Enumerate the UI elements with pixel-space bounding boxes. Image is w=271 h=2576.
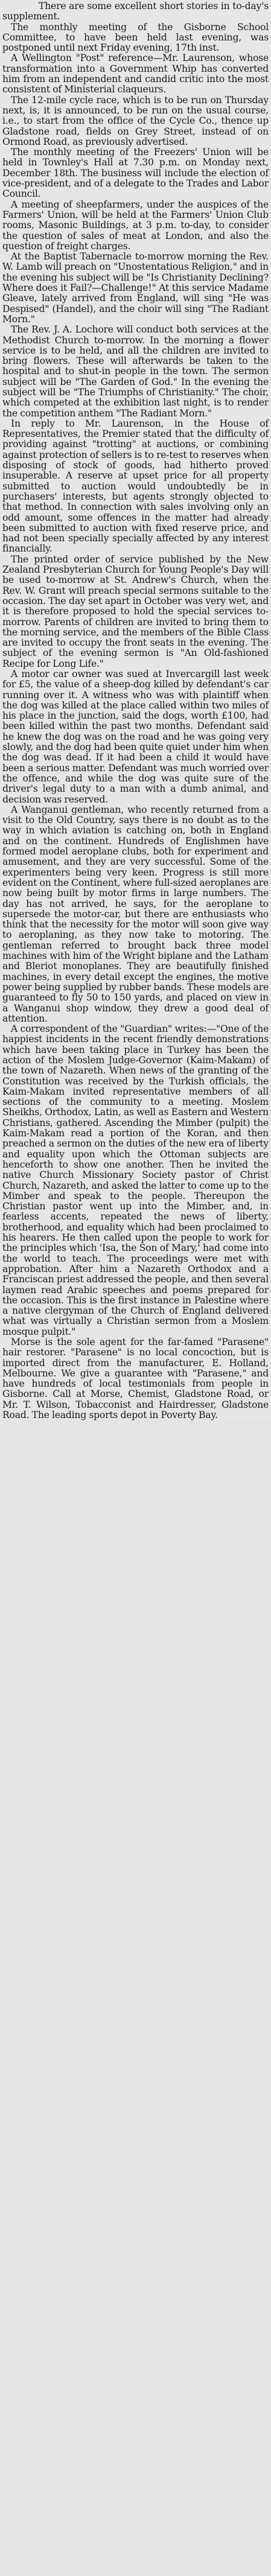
news-paragraph: The 12-mile cycle race, which is to be run on Thursday next, is, it is announced, to be run on the usual course, i.e., to start from the office of the Cycle Co., thence up Gladstone road, fields on Grey Street, instead of on Ormond Road, as previously advertised. — [2, 94, 269, 147]
news-paragraph: A motor car owner was sued at Invercargill last week for £5, the value of a sheep-dog killed by defendant's car running over it. A witness who was with plaintiff when the dog was killed at the place called within two miles of his place in the junction, said the dogs, worth £100, had been killed within the past two months. Defendant said he knew the dog was on the road and he was going very slowly, and the dog had been quite quiet under him when the dog was dead. If it had been a child it would have been a serious matter. Defendant was much worried over the offence, and while the dog was quite sure of the driver's legal duty to a man with a dumb animal, and decision was reserved. — [2, 669, 269, 805]
news-paragraph: A Wellington "Post" reference—Mr. Laurenson, whose transformation into a Government Whip has converted him from an independent and candid critic into the most consistent of Ministerial claqueurs. — [2, 52, 269, 95]
news-paragraph: The monthly meeting of the Freezers' Union will be held in Townley's Hall at 7.30 p.m. on Monday next, December 18th. The business will include the election of vice-president, and of a delegate to the Trades and Labor Council. — [2, 147, 269, 200]
news-paragraph: A meeting of sheepfarmers, under the auspices of the Farmers' Union, will be held at the Farmers' Union Club rooms, Masonic Buildings, at 3 p.m. to-day, to consider the question of sales of meat at London, and also the question of freight charges. — [2, 199, 269, 252]
news-paragraph: Morse is the sole agent for the far-famed "Parasene" hair restorer. "Parasene" is no local concoction, but is imported direct from the manufacturer, E. Holland, Melbourne. We give a guarantee with "Parasene," and have hundreds of local testimonials from people in Gisborne. Call at Morse, Chemist, Gladstone Road, or Mr. T. Wilson, Tobacconist and Hairdresser, Gladstone Road. The leading sports depot in Poverty Bay. — [2, 1337, 269, 1421]
news-paragraph: The monthly meeting of the Gisborne School Committee, to have been held last evening, was postponed until next Friday evening, 17th inst. — [2, 21, 269, 54]
news-paragraph: A Wanganui gentleman, who recently returned from a visit to the Old Country, says there is no doubt as to the way in which aviation is catching on, both in England and on the continent. Hundreds of Englishmen have formed model aeroplane clubs, both for experiment and amusement, and they are very successful. Some of the experimenters being very keen. Progress is still more evident on the Continent, where full-sized aeroplanes are now being built by motor firms in large numbers. The day has not arrived, he says, for the aeroplane to supersede the motor-car, but there are enthusiasts who think that the necessity for the motor will soon give way to aeroplaning, as they now take to motoring. The gentleman referred to brought back three model machines with him of the Wright biplane and the Latham and Bleriot monoplanes. They are beautifully finished machines, in every detail except the engines, the motive power being supplied by rubber bands. These models are guaranteed to fly 50 to 150 yards, and placed on view in a Wanganui shop window, they drew a good deal of attention. — [2, 804, 269, 1024]
news-paragraph: In reply to Mr. Laurenson, in the House of Representatives, the Premier stated that the difficulty of providing against "trotting" at auctions, or combining against protection of sellers is to re-test to reserves when disposing of stock of goods, had hitherto proved insuperable. A reserve at upset price for all property submitted to auction would undoubtedly be in purchasers' interests, but agents strongly objected to that method. In connection with sales involving only an odd amount, some offences in the matter had already been submitted to auction with fixed reserve price, and had not been specially specially affected by any interest financially. — [2, 418, 269, 555]
news-paragraph: The Rev. J. A. Lochore will conduct both services at the Methodist Church to-morrow. In the morning a flower service is to be held, and all the children are invited to bring flowers. These will afterwards be taken to the hospital and to shut-in people in the town. The sermon subject will be "The Garden of God." In the evening the subject will be "The Triumphs of Christianity." The choir, which competed at the exhibition last night, is to render the competition anthem "The Radiant Morn." — [2, 324, 269, 419]
news-paragraph: The printed order of service published by the New Zealand Presbyterian Church for Young People's Day will be used to-morrow at St. Andrew's Church, when the Rev. W. Grant will preach special sermons suitable to the occasion. The day set apart in October was very wet, and it is therefore proposed to hold the special services to-morrow. Parents of children are invited to bring them to the morning service, and the members of the Bible Class are invited to occupy the front seats in the evening. The subject of the evening sermon is "An Old-fashioned Recipe for Long Life." — [2, 553, 269, 669]
news-paragraph: At the Baptist Tabernacle to-morrow morning the Rev. W. Lamb will preach on "Unostentatious Religion," and in the evening his subject will be "Is Christianity Declining? Where does it Fail?—Challenge!" At this service Madame Gleave, lately arrived from England, will sing "He was Despised" (Handel), and the choir will sing "The Radiant Morn." — [2, 251, 269, 325]
news-paragraph: A correspondent of the "Guardian" writes:—"One of the happiest incidents in the recent friendly demonstrations which have been taking place in Turkey has been the action of the Moslem Judge-Governor (Kaim-Makam) of the town of Nazareth. When news of the granting of the Constitution was received by the Turkish officials, the Kaim-Makam invited representative members of all sections of the community to a meeting. Moslem Sheikhs, Orthodox, Latin, as well as Eastern and Western Christians, gathered. Ascending the Mimber (pulpit) the Kaim-Makam read a portion of the Koran, and then preached a sermon on the duties of the new era of liberty and equality upon which the Ottoman subjects are henceforth to show one another. Then he invited the native Church Missionary Society pastor of Christ Church, Nazareth, and asked the latter to come up to the Mimber and speak to the people. Thereupon the Christian pastor went up into the Mimber, and, in fearless accents, repeated the news of liberty, brotherhood, and equality which had been proclaimed to his hearers. He then called upon the people to work for the principles which 'Isa, the Son of Mary,' had come into the world to teach. The proceedings were met with approbation. After him a Nazareth Orthodox and a Franciscan priest addressed the people, and then several laymen read Arabic speeches and poems prepared for the occasion. This is the first instance in Palestine where a native clergyman of the Church of England delivered what was virtually a Christian sermon from a Moslem mosque pulpit." — [2, 1023, 269, 1337]
news-paragraph: There are some excellent short stories in to-day's supplement. — [2, 1, 269, 22]
